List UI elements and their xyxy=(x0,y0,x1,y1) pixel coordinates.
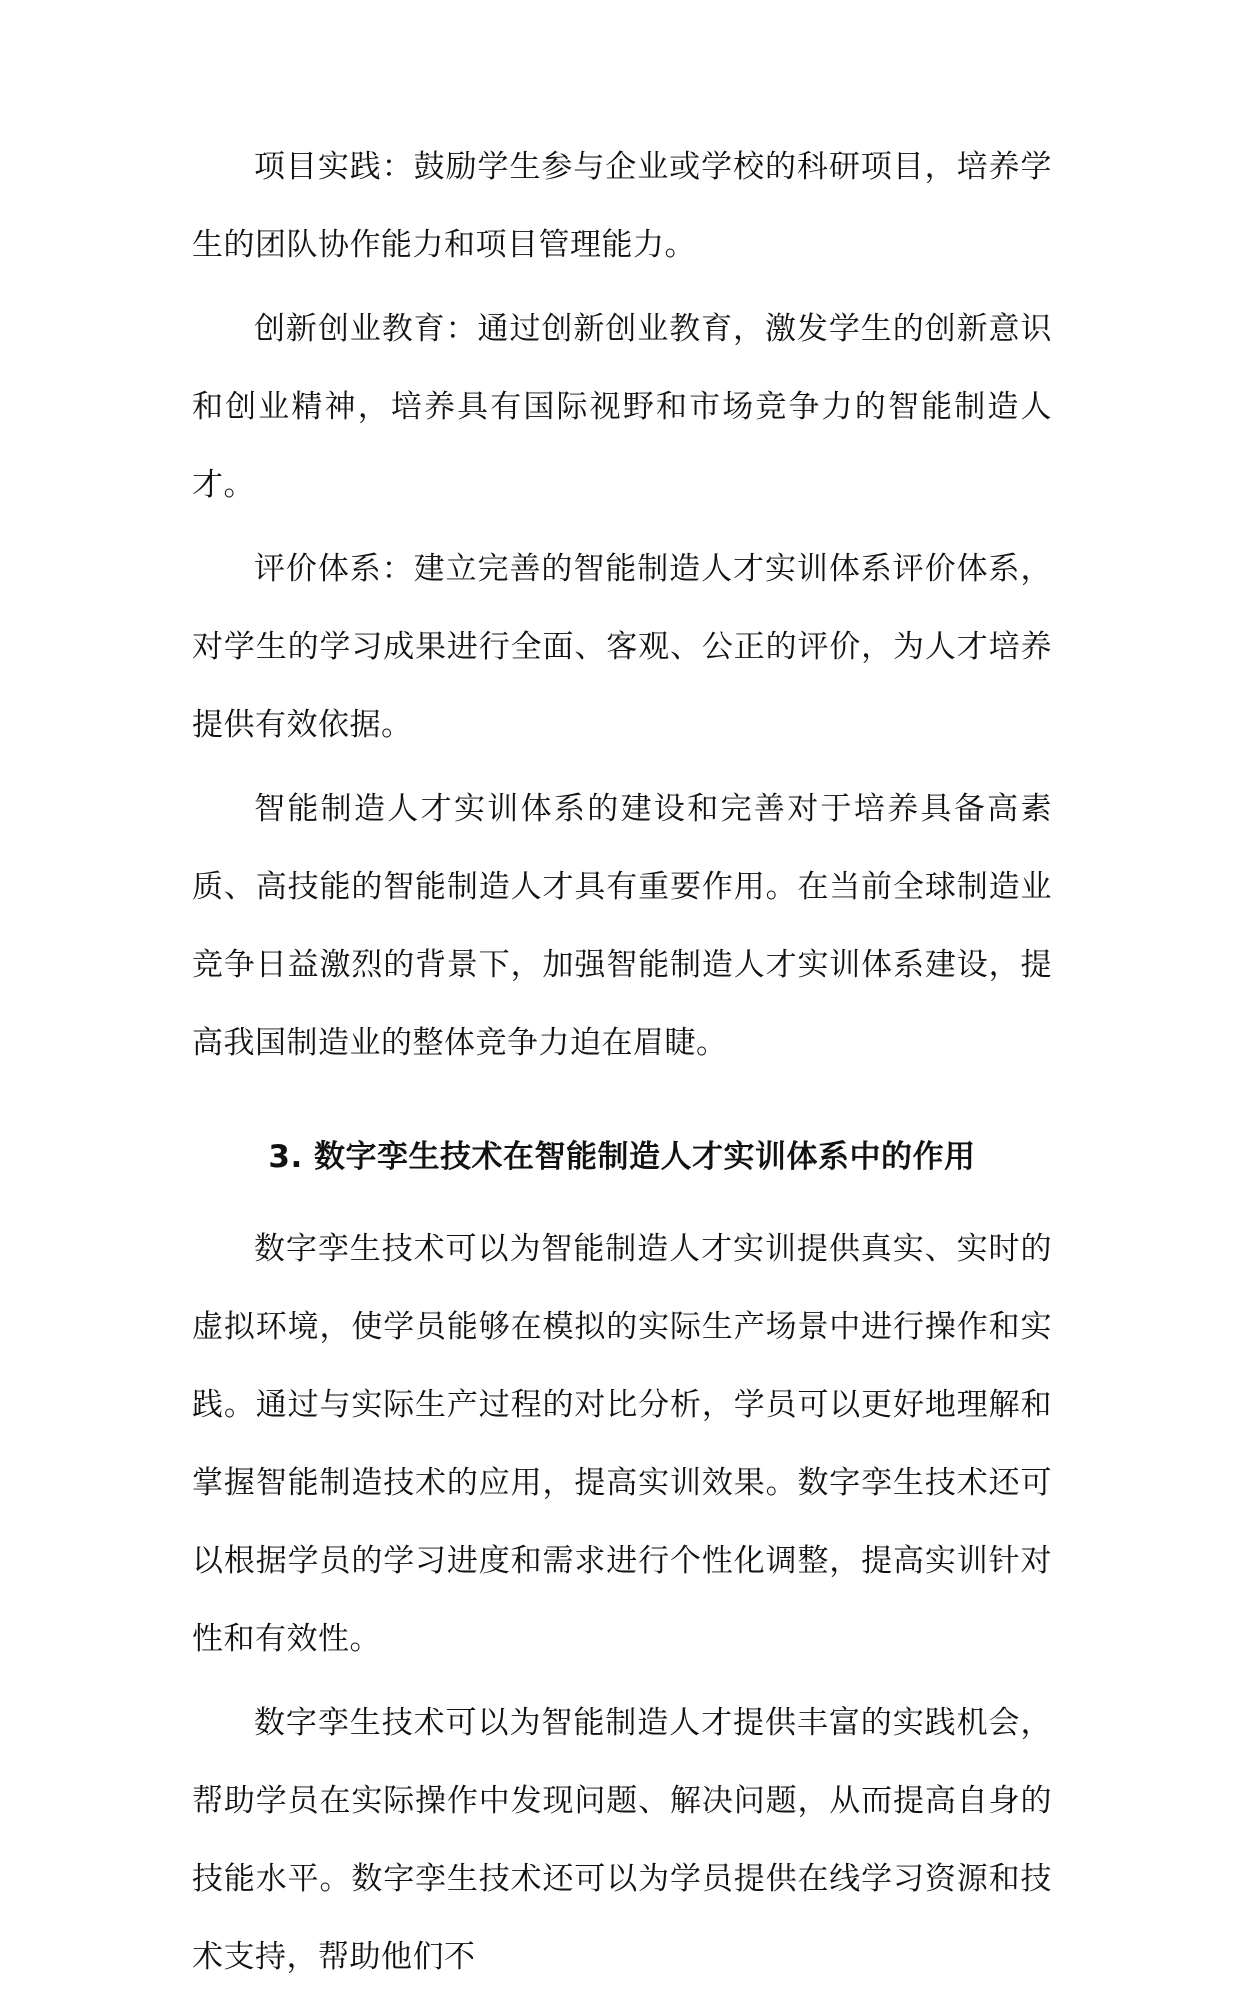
paragraph-training-system-importance: 智能制造人才实训体系的建设和完善对于培养具备高素质、高技能的智能制造人才具有重要作用。在当前全球制造业竞争日益激烈的背景下，加强智能制造人才实训体系建设，提高我国制造业的整体竞争力迫在眉睫。 xyxy=(192,791,1052,1061)
document-page xyxy=(192,128,1052,2002)
paragraph-digital-twin-environment: 数字孪生技术可以为智能制造人才实训提供真实、实时的虚拟环境，使学员能够在模拟的实际生产场景中进行操作和实践。通过与实际生产过程的对比分析，学员可以更好地理解和掌握智能制造技术的应用，提高实训效果。数字孪生技术还可以根据学员的学习进度和需求进行个性化调整，提高实训针对性和有效性。 xyxy=(192,1231,1052,1657)
paragraph-innovation-education: 创新创业教育：通过创新创业教育，激发学生的创新意识和创业精神，培养具有国际视野和市场竞争力的智能制造人才。 xyxy=(192,311,1052,503)
paragraph-evaluation-system: 评价体系：建立完善的智能制造人才实训体系评价体系，对学生的学习成果进行全面、客观、公正的评价，为人才培养提供有效依据。 xyxy=(192,551,1052,743)
paragraph-digital-twin-practice: 数字孪生技术可以为智能制造人才提供丰富的实践机会，帮助学员在实际操作中发现问题、解决问题，从而提高自身的技能水平。数字孪生技术还可以为学员提供在线学习资源和技术支持，帮助他们不 xyxy=(192,1705,1052,1975)
section-heading: 3. 数字孪生技术在智能制造人才实训体系中的作用 xyxy=(268,1139,976,1175)
paragraph-project-practice: 项目实践：鼓励学生参与企业或学校的科研项目，培养学生的团队协作能力和项目管理能力。 xyxy=(192,149,1052,263)
